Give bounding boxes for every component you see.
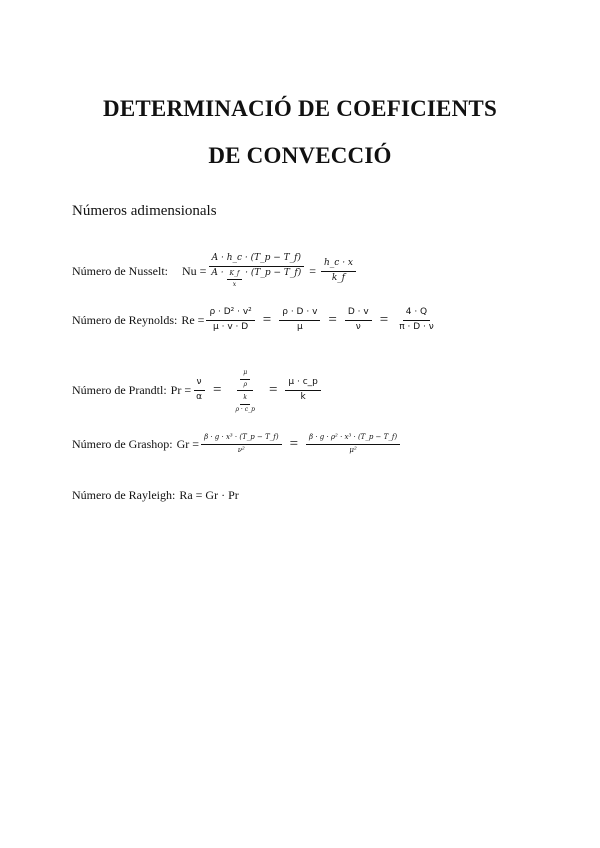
prandtl-f2-denominator (230, 391, 261, 413)
reynolds-f3-denominator: ν (355, 321, 361, 332)
rayleigh-expression: Ra = Gr · Pr (179, 488, 239, 502)
nusselt-equals: = (309, 264, 316, 279)
prandtl-fraction-3 (285, 378, 320, 403)
reynolds-f4-numerator: 4 · Q (403, 308, 430, 321)
nusselt-f1-den-pre: A · (211, 267, 224, 278)
grashop-f1-numerator: β · g · x³ · (T_p − T_f) (201, 434, 282, 445)
grashop-label: Número de Grashop: (72, 436, 173, 451)
nusselt-inner-numerator: K_f (227, 271, 243, 281)
reynolds-fraction-1 (206, 308, 254, 333)
reynolds-f2-numerator: ρ · D · v (279, 308, 320, 321)
nusselt-f1-numerator: A · h_c · (T_p − T_f) (209, 254, 304, 267)
prandtl-equals-1: = (213, 382, 222, 399)
prandtl-f2-den-den: ρ · c_p (235, 405, 255, 413)
reynolds-label: Número de Reynolds: (72, 312, 178, 327)
reynolds-fraction-4 (396, 308, 437, 333)
grashop-lhs: Gr = (176, 436, 200, 451)
nusselt-f2-numerator: h_c · x (321, 259, 356, 272)
prandtl-f3-numerator: μ · c_p (285, 378, 320, 391)
prandtl-f1-numerator: ν (194, 378, 205, 391)
prandtl-label: Número de Prandtl: (72, 383, 167, 398)
prandtl-f1-denominator: α (196, 392, 203, 403)
grashop-f2-numerator: β · g · ρ² · x³ · (T_p − T_f) (306, 434, 400, 445)
reynolds-fraction-2 (279, 308, 320, 333)
reynolds-equals-2: = (328, 311, 337, 328)
nusselt-fraction-2 (321, 259, 356, 284)
prandtl-f3-denominator: k (300, 392, 306, 403)
reynolds-lhs: Re = (181, 312, 205, 327)
prandtl-fraction-1 (193, 378, 205, 403)
prandtl-equals-2: = (268, 382, 278, 399)
reynolds-row (72, 308, 439, 333)
grashop-fraction-2 (306, 434, 400, 454)
nusselt-lhs: Nu = (181, 264, 207, 279)
grashop-f1-denominator: ν² (237, 445, 245, 454)
nusselt-f1-den-post: · (T_p − T_f) (245, 267, 302, 278)
prandtl-f2-num-inner-fraction (240, 370, 250, 388)
page-title-line-2: DE CONVECCIÓ (208, 143, 392, 168)
reynolds-f1-numerator: ρ · D² · v² (206, 308, 254, 321)
prandtl-fraction-2 (230, 368, 261, 413)
prandtl-f2-numerator (237, 368, 253, 391)
nusselt-fraction-1 (208, 254, 304, 289)
nusselt-row (72, 254, 358, 289)
grashop-row (72, 434, 402, 454)
reynolds-fraction-3 (345, 308, 372, 333)
reynolds-equals-1: = (262, 311, 272, 328)
grashop-equals: = (289, 435, 299, 452)
reynolds-f1-denominator: μ · v · D (213, 321, 249, 332)
section-heading: Números adimensionals (72, 203, 217, 219)
prandtl-lhs: Pr = (170, 383, 192, 398)
prandtl-row (72, 368, 323, 413)
prandtl-f2-num-den: ρ (243, 380, 247, 388)
reynolds-f2-denominator: μ (296, 321, 303, 332)
grashop-fraction-1 (201, 434, 282, 454)
reynolds-equals-3: = (379, 311, 389, 328)
nusselt-f1-den-inner-fraction (227, 271, 243, 289)
nusselt-f1-denominator (208, 267, 304, 289)
reynolds-f4-denominator: π · D · ν (399, 321, 434, 332)
grashop-f2-denominator: μ² (349, 445, 357, 454)
nusselt-inner-denominator: x (232, 281, 237, 289)
prandtl-f2-den-num: k (240, 395, 250, 405)
prandtl-f2-num-num: μ (240, 370, 250, 380)
nusselt-label: Número de Nusselt: (72, 264, 168, 279)
nusselt-f2-denominator: k_f (331, 273, 346, 284)
reynolds-f3-numerator: D · v (345, 308, 372, 321)
prandtl-f2-den-inner-fraction (233, 395, 258, 413)
page-title-line-1: DETERMINACIÓ DE COEFICIENTS (103, 96, 497, 121)
rayleigh-label: Número de Rayleigh: (72, 488, 176, 502)
rayleigh-row (72, 488, 239, 503)
